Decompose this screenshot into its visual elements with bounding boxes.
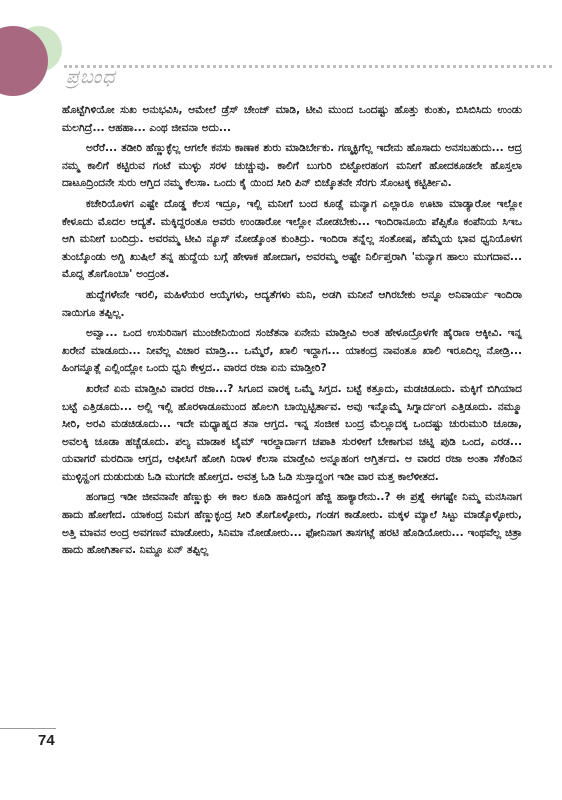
page-number: 74 xyxy=(38,732,55,749)
paragraph: ಹಂಗಾದ್ರ ಇಡೀ ಜೀವನಾನೇ ಹೆಣ್ಣುಕ್ಳು ಈ ಕಾಲ ಕೂಡಿ ಹಾಕಿದ್ದಂಗ ಹೆಜ್ಜಿ ಹಾಕ್ಯಾರೇನು..? ಈ ಪ್ರಶ್ನೆ ಈಗಷ್ಟೇ ನಿಮ್ಮ ಮನಸಿನಾಗ ಹಾದು ಹೋಗೇದ. ಯಾಕಂದ್ರ ನಿಮಗ ಹೆಣ್ಣುಕ್ಳಂದ್ರ ಸೀರಿ ತೊಗೊಳ್ಳೋರು, ಗಂಡಗ ಕಾಡೋರು. ಮಕ್ಕಳ ಮ್ಯಾಲೆ ಸಿಟ್ಟು ಮಾಡ್ಕೊಳ್ಳೋರು, ಅತ್ತಿ ಮಾವನ ಅಂದ್ರ ಅವಗಣನೆ ಮಾಡೋರು, ಸಿನಿಮಾ ನೋಡೋರು... ಫೋನಿನಾಗ ತಾಸಗಟ್ಲೆ ಹರಟಿ ಹೊಡಿಯೋರು... ಇಂಥವೆಲ್ಲ ಚಿತ್ರಾ ಹಾದು ಹೋಗಿರ್ತಾವ. ನಿಮ್ದೂ ಏನ್ ತಪ್ಪಿಲ್ಲ xyxy=(62,491,522,557)
paragraph: ಹುದ್ದೆಗಳೇನೇ ಇರಲಿ, ಮಹಿಳೆಯರ ಆಯ್ಕೆಗಳು, ಆದ್ಯತೆಗಳು ಮನಿ, ಅಡಗಿ ಮನೀನೆ ಆಗಿರಬೇಕು ಅನ್ನೂ ಅನಿವಾರ್ಯ ಇಂದಿರಾ ನಾಯಿಗೂ ತಪ್ಪಿಲ್ಲ. xyxy=(62,288,522,319)
paragraph: ಕಚೇರಿಯೊಳಗ ಎಷ್ಟೇ ದೊಡ್ಡ ಕೆಲಸ ಇದ್ರೂ, ಇಲ್ಲಿ ಮನೀಗೆ ಬಂದ ಕೂಡ್ಲೆ ಮನ್ಯಾಗ ಎಲ್ಲಾರೂ ಊಟಾ ಮಾಡ್ಯಾರೋ ಇಲ್ಲೋ ಕೇಳೂದು ಮೊದಲ ಆದ್ಯತೆ. ಮಕ್ಕಿದ್ದರಂತೂ ಅವರು ಉಂಡಾರೋ ಇಲ್ಲೋ ನೋಡಬೇಕು... ಇಂದಿರಾನೂಯಿ ಪೆಪ್ಸಿಕೊ ಕಂಪೆನಿಯ ಸಿಇಒ ಆಗಿ ಮನೀಗೆ ಬಂದಿದ್ರು. ಅವರಮ್ಮ ಟೀವಿ ನ್ಯೂಸ್ ನೋಡ್ಕೊಂತ ಕುಂತಿದ್ರು. ಇಂದಿರಾ ತನ್ನೆಲ್ಲ ಸಂತೋಷ, ಹೆಮ್ಮೆಯ ಭಾವ ಧ್ವನಿಯೊಳಗ ತುಂಬ್ಕೊಂಡು ಅಗ್ದಿ ಖುಷಿಲೆ ತನ್ನ ಹುದ್ದೆಯ ಬಗ್ಗೆ ಹೇಳಾಕ ಹೋದಾಗ, ಅವರಮ್ಮ ಅಷ್ಟೇ ನಿರ್ಲಿಪ್ತರಾಗಿ 'ಮನ್ಯಾಗ ಹಾಲು ಮುಗದಾವ... ಮೊದ್ಲ ತೊಗೊಂಬಾ' ಅಂದ್ರಂತ. xyxy=(62,197,522,281)
dotted-rule xyxy=(64,65,552,68)
paragraph: ಹೊಟ್ಟೆಗಿಳಿಯೋ ಸುಖ ಅನುಭವಿಸಿ, ಆಮೇಲೆ ಡ್ರೆಸ್ ಚೇಂಜ್ ಮಾಡಿ, ಟೀವಿ ಮುಂದ ಒಂದಷ್ಟು ಹೊತ್ತು ಕುಂತು, ಬಿಸಿಬಿಸಿದು ಉಂಡು ಮಲಗಿದ್ರೆ... ಆಹಹಾ... ಎಂಥ ಜೀವನಾ ಅದು... xyxy=(62,104,522,134)
paragraph: ಅವ್ವಾ... ಒಂದ ಉಸುರಿನಾಗ ಮುಂಜೇನಿಯಿಂದ ಸಂಜೆತನಾ ಏನೇನು ಮಾಡ್ತೀವಿ ಅಂತ ಹೇಳೂದ್ರೊಳಗೇ ಹೈರಾಣ ಆಕ್ಕೀವಿ. ಇನ್ನ ಖರೇನೆ ಮಾಡೂದು... ನೀವೆಲ್ಲ ವಿಚಾರ ಮಾಡ್ರಿ... ಒಮ್ಮೆರೆ, ಖಾಲಿ ಇದ್ದಾಗ... ಯಾಕಂದ್ರ ನಾವಂತೂ ಖಾಲಿ ಇರೂದಿಲ್ಲ ನೋಡ್ರಿ... ಹಿಂಗನ್ನೂತ್ಲೆ ಎಲ್ಲಿಂದ್ಲೋ ಒಂದು ಧ್ವನಿ ಕೇಳ್ತದ.. ವಾರದ ರಜಾ ಏನು ಮಾಡ್ತೀರಿ? xyxy=(62,327,522,375)
paragraph: ಖರೇನೆ ಏನು ಮಾಡ್ತೀವಿ ವಾರದ ರಜಾ...? ಸಿಗೂದ ವಾರಕ್ಕ ಒಮ್ಮೆ ಸಿಗ್ತದ. ಬಟ್ಟೆ ಕತ್ತೂದು, ಮಡಚಿಡೂದು. ಮಕ್ಕಿಗೆ ಬಿಗಿಯಾದ ಬಟ್ಟೆ ಎತ್ತಿಡೂದು... ಅಲ್ಲಿ ಇಲ್ಲಿ ಹೊರಳಾಡೂಮುಂದ ಹೊಲಗಿ ಬಾಯ್ಬಿಟ್ಟಿರ್ತಾವ. ಅವು ಇನ್ನೊಮ್ಮೆ ಸಿಗ್ನಾರ್ದಂಗ ಎತ್ತಿಡೂದು. ನಮ್ಮೂ ಸೀರಿ, ಅರವಿ ಮಡಚಿಡೂದು... ಇದೇ ಮಧ್ಯಾಹ್ನದ ತನಾ ಆಗ್ತದ. ಇನ್ನ ಸಂಜೀಕ ಬಂದ್ರ ಮೆಲ್ಲೂದಕ್ಕ ಒಂದಷ್ಟು ಚುರುಮುರಿ ಚೂಡಾ, ಅವಲಕ್ಕಿ ಚೂಡಾ ಹಚ್ಚೆಡೂದು. ಪಲ್ಯ ಮಾಡಾಕ ಟೈಮ್ ಇರಲ್ದಾರ್ದಾಗ ಚಪಾತಿ ಸುರಳೀಗೆ ಬೇಕಾಗುವ ಚಟ್ನಿ ಪುಡಿ ಒಂದ, ಎರಡ... ಯವಾಗರೆ ಮರದಿನಾ ಆಗ್ತದ, ಆಫೀಸಿಗೆ ಹೋಗಿ ನಿರಾಳ ಕೆಲಸಾ ಮಾಡ್ತೇವಿ ಅನ್ನೂಹಂಗ ಆಗ್ತಿರ್ತದ. ಆ ವಾರದ ರಜಾ ಅಂತಾ ಸೆಕೆಂಡಿನ ಮುಳ್ಳಿನ್ಹಂಗ ದುಡುದುಡು ಓಡಿ ಮುಗದೇ ಹೋಗ್ತದ. ಅವತ್ತ ಓಡಿ ಓಡಿ ಸುಸ್ತಾದ್ದಂಗ ಇಡೀ ವಾರ ಮತ್ತ ಕಾಲೆಳೀತದ. xyxy=(62,382,522,483)
article-body xyxy=(62,102,522,563)
footer-rule xyxy=(0,728,56,729)
paragraph: ಅರೆರೆ... ತಡೀರಿ ಹೆಣ್ಣುಕ್ಳೆಲ್ಲ ಆಗಲೇ ಕನಸು ಕಾಣಾಕ ಶುರು ಮಾಡಿರ್ಬೇಕು. ಗಣ್ಮಕ್ಳಿಗೆಲ್ಲ ಇದೇನು ಹೊಸಾದು ಅನಸಬಹುದು... ಆದ್ರ ನಮ್ಮ ಕಾಲಿಗೆ ಕಟ್ಟಿರುವ ಗಂಟೆ ಮುಳ್ಳು ಸರಳ ಚುಚ್ಚುವು. ಕಾಲಿಗೆ ಬುಗುರಿ ಬಿಟ್ಟೋರಹಂಗ ಮನೀಗೆ ಹೋದಕೂಡಲೇ ಹೊಸ್ತಲಾ ದಾಟೂದ್ರಿಂದನೇ ಸುರು ಆಗ್ತಿದ ನಮ್ಮ ಕೆಲಸಾ. ಒಂದು ಕೈ ಯಿಂದ ಸೀರಿ ಪಿನ್ ಬಿಚ್ಕೊತನೇ ಸೆರಗು ಸೊಂಟಕ್ಕ ಕಟ್ಟಿರ್ತೀವಿ. xyxy=(62,142,522,190)
section-title: ಪ್ರಬಂಧ xyxy=(66,66,116,88)
